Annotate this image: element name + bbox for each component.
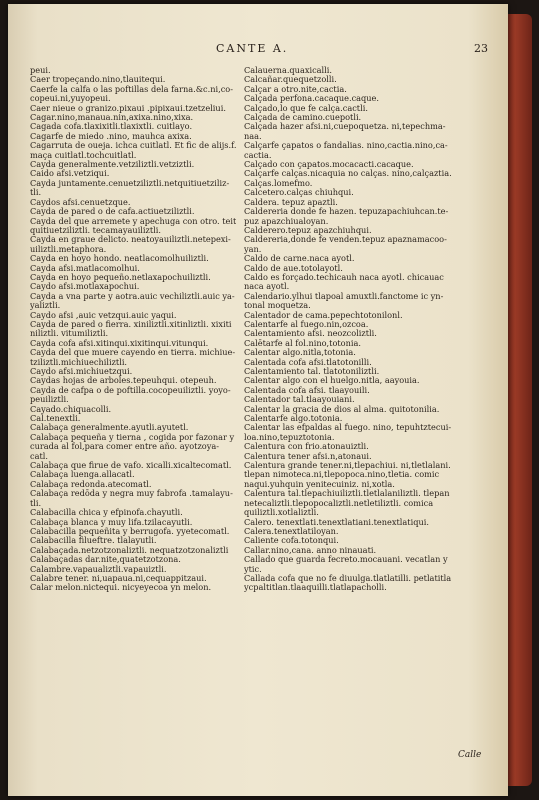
dictionary-line: tli. xyxy=(30,188,42,198)
dictionary-line: Calçarfe calças.nicaquia no calças. nino,calçaztia. xyxy=(244,169,452,179)
dictionary-line: maça cuitlatl.tochcuitlatl. xyxy=(30,150,137,160)
dictionary-line: Cayda afsi.matlacomolhui. xyxy=(30,263,140,273)
dictionary-line: Calentura tener afsi.n,atonaui. xyxy=(244,451,372,461)
dictionary-line: Calderero.tepuz apazchiuhqui. xyxy=(244,225,372,235)
dictionary-line: Callar.nino,cana. anno ninauati. xyxy=(244,545,377,555)
dictionary-line: curada al fol,para comer entre año. ayotzoya- xyxy=(30,442,219,452)
dictionary-line: Caido afsi.vetziqui. xyxy=(30,169,110,179)
dictionary-line: ycpaltitlan.tlaaquilli.tlatlapacholli. xyxy=(244,583,387,593)
dictionary-line: ytic. xyxy=(244,564,262,574)
dictionary-line: Calabaçadas dar.nite,quatetzotzona. xyxy=(30,555,181,565)
dictionary-line: Calar melon.nictequi. nicyeyecoa yn melon. xyxy=(30,583,212,593)
dictionary-line: Callado que guarda fecreto.mocauani. vecatlan y xyxy=(244,555,448,565)
dictionary-line: Cagarruta de oueja. ichca cuitlatl. Et fic de alijs.f. xyxy=(30,141,236,151)
dictionary-line: Calentamiento tal. tlatotoniliztli. xyxy=(244,367,380,376)
dictionary-line: Calambre.vapaualiztli.vapauiztli. xyxy=(30,564,167,574)
dictionary-line: Calçarfe çapatos o fandalias. nino,cactia.nino,ca- xyxy=(244,141,448,151)
dictionary-line: Calera.tenextlatiloyan. xyxy=(244,526,339,536)
dictionary-line: Calçado,lo que fe calça.cactli. xyxy=(244,103,368,113)
dictionary-line: Caydos afsi.cenuetzque. xyxy=(30,197,131,207)
dictionary-line: Callada cofa que no fe diuulga.tlatlatilli. petlatitla xyxy=(244,573,452,583)
dictionary-line: Cal.tenextli. xyxy=(30,414,81,424)
dictionary-line: catl. xyxy=(30,451,48,461)
dictionary-line: Cayda en hoyo pequeño.netlaxapochuiliztli. xyxy=(30,272,211,282)
dictionary-line: Cagarfe de miedo .nino, mauhca axixa. xyxy=(30,131,192,141)
dictionary-line: Caldereria donde fe hazen. tepuzapachiuhcan.te- xyxy=(244,207,449,217)
dictionary-line: Calabaça redonda.atecomatl. xyxy=(30,479,152,489)
dictionary-line: tlepan nimoteca.ni,tlepopoca.nino,tletia. comic xyxy=(244,470,440,480)
dictionary-line: tziliztli.michiuechiliztli. xyxy=(30,357,128,367)
dictionary-line: peuiliztli. xyxy=(30,395,69,405)
dictionary-line: Calero. tenextlati.tenextlatiani.tenextlatiqui. xyxy=(244,517,429,527)
dictionary-line: Calabaçada.netzotzonaliztli. nequatzotzonaliztli xyxy=(30,545,229,555)
dictionary-line: naca ayotl. xyxy=(244,282,290,292)
dictionary-line: Cayda del que muere cayendo en tierra. michiue- xyxy=(30,348,236,358)
dictionary-line: Caydo afsi.michiuetzqui. xyxy=(30,367,133,376)
dictionary-line: niliztli. vitumiliztli. xyxy=(30,329,109,339)
dictionary-line: Calabacilla pequeñita y berrugofa. yyetecomatl. xyxy=(30,526,230,536)
dictionary-line: Calentura tal.tlepachiuiliztli.tletlalaniliztli. tlepan xyxy=(244,489,450,499)
dictionary-line: Caer tropeçando.nino,tlauitequi. xyxy=(30,75,166,85)
dictionary-line: Calabaça que firue de vafo. xicalli.xicaltecomatl. xyxy=(30,461,232,471)
dictionary-line: Caerfe la calfa o las poftillas dela farna.&c.ni,co- xyxy=(30,84,233,94)
dictionary-line: Calabaça generalmente.ayutli.ayutetl. xyxy=(30,423,189,433)
dictionary-line: Calabacilla chica y efpinofa.chayutli. xyxy=(30,508,183,518)
dictionary-line: Calçado con çapatos.mocacacti.cacaque. xyxy=(244,160,414,170)
running-head: CANTE A. xyxy=(216,42,289,55)
dictionary-line: Cayda de pared o fierra. xiniliztli.xitinliztli. xixiti xyxy=(30,319,232,329)
dictionary-line: netecaliztli.tlepopocaliztli.netletiliztli. comica xyxy=(244,498,434,508)
dictionary-line: Calçar a otro.nite,cactia. xyxy=(244,84,347,94)
dictionary-line: Calabaça pequeña y tierna , cogida por fazonar y xyxy=(30,432,235,442)
dictionary-line: uiliztli.metaphora. xyxy=(30,244,107,254)
dictionary-line: Cayda en hoyo hondo. neatlacomolhuiliztli. xyxy=(30,254,209,264)
dictionary-line: Calabaça luenga.allacatl. xyxy=(30,470,135,480)
dictionary-line: Calabre tener. ni,uapaua.ni,cequappitzaui. xyxy=(30,573,207,583)
dictionary-line: naqui.yuhquin yenitecuiniz. ni,xotla. xyxy=(244,479,395,489)
dictionary-line: Calentarfe algo.totonia. xyxy=(244,414,343,424)
page-number: 23 xyxy=(474,42,488,55)
dictionary-line: Calças.lomefmo. xyxy=(244,178,313,188)
dictionary-line: Calabaça blanca y muy lifa.tzilacayutli. xyxy=(30,517,193,527)
dictionary-line: Calentador tal.tlaayouiani. xyxy=(244,395,355,405)
dictionary-line: Caldo de carne.naca ayotl. xyxy=(244,254,355,264)
dictionary-line: loa.nino,tepuztotonia. xyxy=(244,432,335,442)
dictionary-line: copeui.ni,yuyopeui. xyxy=(30,94,111,104)
dictionary-line: quiliztli.xotlaliztli. xyxy=(244,508,319,518)
dictionary-line: yaliztli. xyxy=(30,301,61,311)
dictionary-line: Cayda juntamente.cenuetziliztli.netquitiuetziliz- xyxy=(30,178,230,188)
dictionary-line: Calentura grande tener.ni,tlepachiui. ni,tletlalani. xyxy=(244,461,451,471)
dictionary-line: Cagar.nino,manaua.nin,axixa.nino,xixa. xyxy=(30,113,194,123)
dictionary-line: Cayda de cafpa o de poftilla.cocopeuiliztli. yoyo- xyxy=(30,385,231,395)
dictionary-line: Calentada cofa afsi. tlaayouili. xyxy=(244,385,370,395)
book-edge xyxy=(508,14,532,786)
dictionary-line: tonal moquetza. xyxy=(244,301,311,311)
dictionary-line: Calentarfe al fuego.nin,ozcoa. xyxy=(244,319,369,329)
dictionary-line: Calentar algo.nitla,totonia. xyxy=(244,348,356,358)
dictionary-line: Calçada hazer afsi.ni,cuepoquetza. ni,tepechma- xyxy=(244,122,446,132)
dictionary-line: peui. xyxy=(30,66,51,75)
dictionary-line: Caldera. tepuz apaztli. xyxy=(244,197,338,207)
dictionary-line: Caldereria,donde fe venden.tepuz apaznamacoo- xyxy=(244,235,447,245)
dictionary-line: Calcetero.calças chiuhqui. xyxy=(244,188,354,198)
dictionary-line: cactia. xyxy=(244,150,272,160)
dictionary-line: Calentar algo con el huelgo.nitla, aayouia. xyxy=(244,376,420,386)
dictionary-line: Caer nieue o granizo.pixaui .pipixaui.tzetzeliui. xyxy=(30,103,226,113)
book-page xyxy=(8,4,508,796)
dictionary-line: Caliente cofa.totonqui. xyxy=(244,536,339,546)
dictionary-line: Cayda de pared o de cafa.actiuetziliztli. xyxy=(30,207,195,217)
page-header xyxy=(8,42,508,58)
dictionary-line: Calabacilla filueftre. tlalayutli. xyxy=(30,536,157,546)
dictionary-line: Cayda en graue delicto. neatoyauiliztli.netepexi- xyxy=(30,235,231,245)
dictionary-line: Caldo es forçado.techicauh naca ayotl. chicauac xyxy=(244,272,444,282)
dictionary-line: Cayado.chiquacolli. xyxy=(30,404,112,414)
dictionary-line: Calentada cofa afsi.tlatotonilli. xyxy=(244,357,372,367)
left-column xyxy=(30,66,236,593)
dictionary-line: Calauerna.quaxicalli. xyxy=(244,66,332,75)
dictionary-line: yan. xyxy=(244,244,262,254)
dictionary-line: Calentura con frio.atonauiztli. xyxy=(244,442,369,452)
dictionary-line: quitiuetziliztli. tecamayauiliztli. xyxy=(30,225,161,235)
dictionary-line: Calendario.ylhui tlapoal amuxtli.fanctome ic yn- xyxy=(244,291,444,301)
dictionary-line: naa. xyxy=(244,131,262,141)
dictionary-line: Cayda del que arremete y apechuga con otro. teit xyxy=(30,216,236,226)
dictionary-line: Calçada de camino.cuepotli. xyxy=(244,113,362,123)
dictionary-line: Caydo afsi.motlaxapochui. xyxy=(30,282,140,292)
dictionary-line: Calabaça redōda y negra muy fabrofa .tamalayu- xyxy=(30,489,233,499)
dictionary-line: Calentamiento afsi. neozcoliztli. xyxy=(244,329,377,339)
dictionary-line: Calcañar.quequetzolli. xyxy=(244,75,337,85)
dictionary-line: Calentador de cama.pepechtotonilonl. xyxy=(244,310,403,320)
dictionary-line: Cayda cofa afsi.xitinqui.xixitinqui.vitunqui. xyxy=(30,338,209,348)
dictionary-line: Calētarfe al fol.nino,totonia. xyxy=(244,338,361,348)
dictionary-line: puz apazchiualoyan. xyxy=(244,216,329,226)
dictionary-line: Cayda a vna parte y aotra.auic vechiliztli.auic ya- xyxy=(30,291,235,301)
dictionary-line: Cayda generalmente.vetziliztli.vetziztli. xyxy=(30,160,195,170)
dictionary-line: Caydo afsi ,auic vetzqui.auic yaqui. xyxy=(30,310,177,320)
dictionary-line: tli. xyxy=(30,498,42,508)
dictionary-line: Calentar la gracia de dios al alma. quitotonilia. xyxy=(244,404,440,414)
catchword: Calle xyxy=(458,750,482,760)
dictionary-line: Calentar las efpaldas al fuego. nino, tepuhtztecui- xyxy=(244,423,452,433)
dictionary-line: Caldo de aue.totolayotl. xyxy=(244,263,343,273)
dictionary-line: Cagada cofa.tlaxixitli.tlaxixtli. cuitlayo. xyxy=(30,122,193,132)
right-column xyxy=(244,66,476,593)
dictionary-line: Caydas hojas de arboles.tepeuhqui. otepeuh. xyxy=(30,376,217,386)
dictionary-line: Calçada perfona.cacaque.caque. xyxy=(244,94,379,104)
